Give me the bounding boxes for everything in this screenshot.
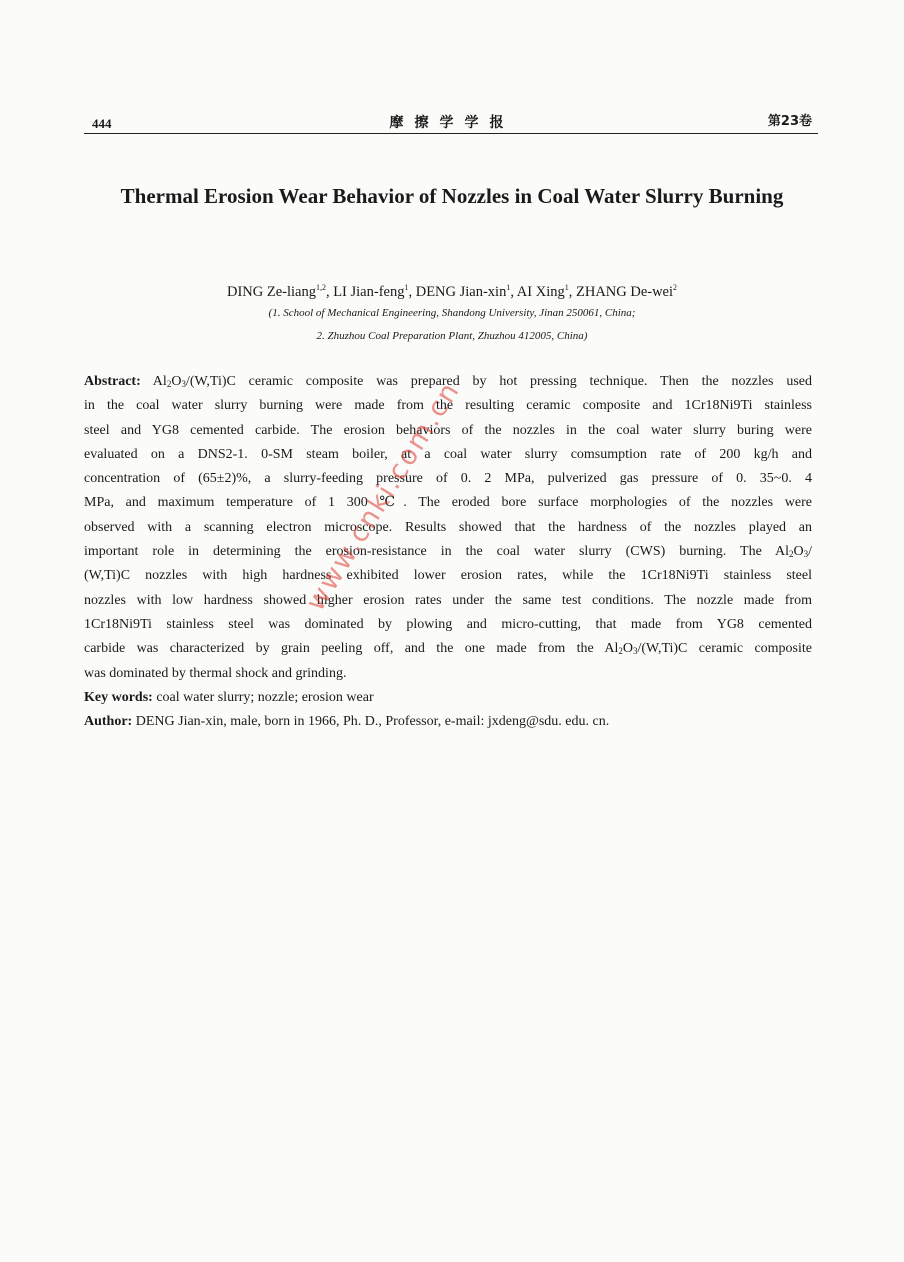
abstract-line: nozzles with low hardness showed higher erosion rates under the same test conditions. The nozzle made from — [84, 592, 812, 608]
abstract-body — [84, 370, 812, 686]
author-name: AI Xing — [516, 283, 565, 300]
running-header — [0, 106, 904, 134]
header-rule — [84, 133, 818, 134]
abstract-line: in the coal water slurry burning were made from the resulting ceramic composite and 1Cr18Ni9Ti stainless — [84, 398, 812, 414]
author-note-label: Author: — [84, 714, 133, 730]
author-name: DING Ze-liang — [226, 283, 316, 300]
abstract-line: steel and YG8 cemented carbide. The erosion behaviors of the nozzles in the coal water slurry buring were — [84, 422, 812, 438]
page-number: 444 — [92, 116, 112, 131]
author-affiliation-mark: 1,2 — [315, 283, 326, 292]
abstract-line: carbide was characterized by grain peeling off, and the one made from the $Al_2O_3/(W,Ti)C$ ceramic composite — [84, 641, 812, 657]
abstract-label: Abstract: — [84, 374, 141, 389]
author-name: LI Jian-feng — [333, 283, 405, 300]
abstract-section — [84, 370, 812, 734]
abstract-line: Abstract: $Al_2O_3/(W,Ti)C$ ceramic composite was prepared by hot pressing technique. Then the nozzles used — [84, 374, 812, 389]
author-affiliation-mark: 1 — [564, 283, 569, 292]
keywords-label: Key words: — [84, 689, 153, 705]
abstract-line: observed with a scanning electron microscope. Results showed that the hardness of the nozzles played an — [84, 519, 812, 535]
affiliation-1: (1. School of Mechanical Engineering, Shandong University, Jinan 250061, China; — [268, 307, 636, 319]
author-note-line — [84, 710, 812, 734]
abstract-line: (W,Ti)C nozzles with high hardness exhibited lower erosion rates, while the 1Cr18Ni9Ti stainless steel — [84, 568, 812, 584]
author-list: DING Ze-liang$^{1,2}$, LI Jian-feng$^1$, DENG Jian-xin$^1$, AI Xing$^1$, ZHANG De-wei$^2$ — [226, 283, 678, 300]
author-name: ZHANG De-wei — [575, 283, 674, 300]
journal-name: 摩擦学学报 — [389, 115, 515, 131]
abstract-line: concentration of (65±2)%, a slurry-feeding pressure of 0. 2 MPa, pulverized gas pressure of 0. 35~0. 4 — [84, 471, 812, 487]
author-note-text: DENG Jian-xin, male, born in 1966, Ph. D., Professor, e-mail: jxdeng@sdu. edu. cn. — [135, 714, 610, 730]
abstract-line: 1Cr18Ni9Ti stainless steel was dominated by plowing and micro-cutting, that made from YG8 cemented — [84, 616, 812, 632]
abstract-line: evaluated on a DNS2-1. 0-SM steam boiler, at a coal water slurry comsumption rate of 200 kg/h and — [84, 446, 812, 462]
author-name: DENG Jian-xin — [415, 283, 507, 300]
keywords-text: coal water slurry; nozzle; erosion wear — [156, 689, 374, 705]
abstract-line: MPa, and maximum temperature of 1 300 ℃. The eroded bore surface morphologies of the nozzles were — [84, 495, 812, 511]
abstract-line: important role in determining the erosion-resistance in the coal water slurry (CWS) burning. The $Al_2O_3/$ — [84, 544, 812, 560]
volume-label: 第23卷 — [767, 114, 812, 129]
author-affiliation-mark: 1 — [506, 283, 511, 292]
paper-title: Thermal Erosion Wear Behavior of Nozzles in Coal Water Slurry Burning — [120, 184, 784, 208]
keywords-line — [84, 686, 812, 710]
watermark-text: www.cnki.com.cn — [300, 375, 467, 617]
author-affiliation-mark: 1 — [404, 283, 409, 292]
author-affiliation-mark: 2 — [673, 283, 678, 292]
abstract-line: was dominated by thermal shock and grinding. — [84, 665, 347, 681]
affiliation-2: 2. Zhuzhou Coal Preparation Plant, Zhuzhou 412005, China) — [316, 330, 588, 342]
